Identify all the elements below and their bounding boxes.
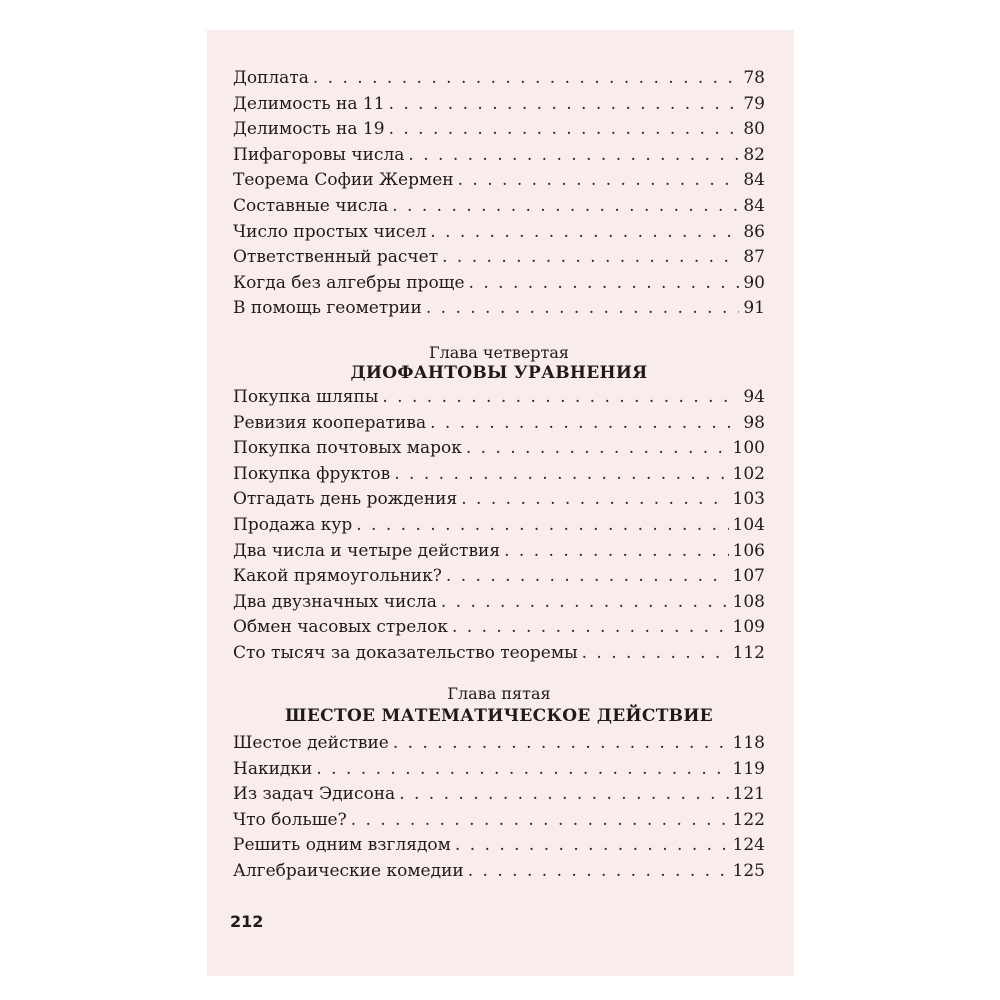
toc-entry <box>233 731 765 757</box>
toc-entry <box>233 436 765 462</box>
dot-leader <box>442 245 739 271</box>
toc-entry-page: 94 <box>743 387 765 407</box>
toc-entry-page: 102 <box>732 463 765 484</box>
toc-entry-title: Алгебраические комедии <box>233 860 464 881</box>
toc-entry-title: Что больше? <box>233 809 347 830</box>
toc-entry-title: Делимость на 11 <box>233 93 385 114</box>
dot-leader <box>389 92 740 118</box>
toc-section-1 <box>233 66 765 322</box>
toc-entry <box>233 271 765 297</box>
chapter-5-title: ШЕСТОЕ МАТЕМАТИЧЕСКОЕ ДЕЙСТВИЕ <box>285 706 713 726</box>
toc-entry-page: 121 <box>732 784 765 805</box>
toc-entry-page: 84 <box>743 195 765 216</box>
dot-leader <box>441 590 729 616</box>
dot-leader <box>430 220 739 246</box>
toc-entry-page: 86 <box>743 221 765 242</box>
toc-entry-page: 78 <box>743 68 765 88</box>
toc-entry-page: 119 <box>732 758 765 779</box>
toc-entry <box>233 833 765 859</box>
dot-leader <box>466 436 729 462</box>
toc-entry-page: 125 <box>732 860 765 881</box>
dot-leader <box>461 487 728 513</box>
dot-leader <box>399 782 728 808</box>
dot-leader <box>389 117 740 143</box>
toc-entry <box>233 641 765 667</box>
toc-entry <box>233 539 765 565</box>
toc-entry-title: Шестое действие <box>233 733 389 753</box>
toc-entry <box>233 92 765 118</box>
toc-entry <box>233 513 765 539</box>
toc-entry-title: Ревизия кооператива <box>233 412 427 433</box>
toc-entry <box>233 590 765 616</box>
toc-entry <box>233 808 765 834</box>
dot-leader <box>455 833 729 859</box>
toc-entry-page: 90 <box>743 272 765 293</box>
toc-entry <box>233 66 765 92</box>
dot-leader <box>446 564 729 590</box>
toc-entry <box>233 220 765 246</box>
toc-entry-page: 107 <box>732 566 765 587</box>
toc-chapter-5 <box>233 731 765 885</box>
dot-leader <box>392 194 739 220</box>
toc-entry <box>233 615 765 641</box>
toc-entry-title: Доплата <box>233 68 309 88</box>
toc-entry-page: 84 <box>743 170 765 191</box>
dot-leader <box>408 143 739 169</box>
toc-entry-page: 80 <box>743 119 765 140</box>
dot-leader <box>452 615 729 641</box>
dot-leader <box>393 731 729 757</box>
toc-entry-title: В помощь геометрии <box>233 298 422 319</box>
toc-entry <box>233 487 765 513</box>
toc-entry-title: Теорема Софии Жермен <box>233 170 454 191</box>
dot-leader <box>458 168 740 194</box>
toc-entry-title: Покупка фруктов <box>233 463 391 484</box>
toc-entry-page: 122 <box>732 809 765 830</box>
dot-leader <box>394 462 728 488</box>
dot-leader <box>469 271 740 297</box>
toc-entry-page: 106 <box>732 540 765 561</box>
toc-entry <box>233 168 765 194</box>
toc-entry <box>233 564 765 590</box>
toc-entry <box>233 782 765 808</box>
toc-entry-title: Из задач Эдисона <box>233 784 396 805</box>
toc-entry-page: 91 <box>743 298 765 319</box>
dot-leader <box>426 296 740 322</box>
toc-entry-title: Два числа и четыре действия <box>233 540 501 561</box>
toc-entry-title: Ответственный расчет <box>233 247 439 268</box>
toc-entry-title: Покупка почтовых марок <box>233 438 462 459</box>
dot-leader <box>382 385 739 411</box>
toc-entry-title: Накидки <box>233 758 313 779</box>
toc-entry-page: 103 <box>732 489 765 510</box>
toc-entry-page: 100 <box>732 438 765 459</box>
toc-entry <box>233 859 765 885</box>
dot-leader <box>316 757 728 783</box>
toc-entry <box>233 385 765 411</box>
toc-entry-title: Делимость на 19 <box>233 119 385 140</box>
toc-entry <box>233 757 765 783</box>
dot-leader <box>582 641 729 667</box>
toc-entry-title: Сто тысяч за доказательство теоремы <box>233 642 578 663</box>
chapter-5-label: Глава пятая <box>447 684 551 703</box>
toc-entry <box>233 462 765 488</box>
toc-entry <box>233 117 765 143</box>
toc-entry <box>233 411 765 437</box>
toc-entry-page: 98 <box>743 412 765 433</box>
toc-entry-page: 112 <box>732 642 765 663</box>
toc-entry-title: Пифагоровы числа <box>233 144 405 165</box>
toc-chapter-4 <box>233 385 765 667</box>
chapter-4-title: ДИОФАНТОВЫ УРАВНЕНИЯ <box>350 363 648 383</box>
toc-entry-title: Составные числа <box>233 195 389 216</box>
toc-entry-page: 82 <box>743 144 765 165</box>
toc-entry-title: Два двузначных числа <box>233 591 437 612</box>
toc-entry <box>233 194 765 220</box>
toc-entry-title: Число простых чисел <box>233 221 427 242</box>
toc-entry-page: 118 <box>732 733 765 753</box>
toc-entry-page: 87 <box>743 247 765 268</box>
dot-leader <box>468 859 729 885</box>
toc-entry <box>233 296 765 322</box>
dot-leader <box>313 66 739 92</box>
toc-entry-title: Обмен часовых стрелок <box>233 617 448 638</box>
chapter-4-label: Глава четвертая <box>428 343 570 362</box>
toc-entry-title: Решить одним взглядом <box>233 835 451 856</box>
page-number: 212 <box>230 912 264 931</box>
dot-leader <box>356 513 728 539</box>
toc-entry-page: 124 <box>732 835 765 856</box>
toc-entry-title: Какой прямоугольник? <box>233 566 442 587</box>
dot-leader <box>504 539 728 565</box>
toc-entry <box>233 143 765 169</box>
dot-leader <box>351 808 729 834</box>
toc-entry-title: Покупка шляпы <box>233 387 379 407</box>
toc-entry-title: Отгадать день рождения <box>233 489 458 510</box>
toc-entry-page: 109 <box>732 617 765 638</box>
toc-entry-page: 79 <box>743 93 765 114</box>
toc-entry-title: Продажа кур <box>233 514 353 535</box>
toc-entry-page: 108 <box>732 591 765 612</box>
toc-entry-page: 104 <box>732 514 765 535</box>
dot-leader <box>430 411 739 437</box>
toc-entry <box>233 245 765 271</box>
toc-entry-title: Когда без алгебры проще <box>233 272 465 293</box>
